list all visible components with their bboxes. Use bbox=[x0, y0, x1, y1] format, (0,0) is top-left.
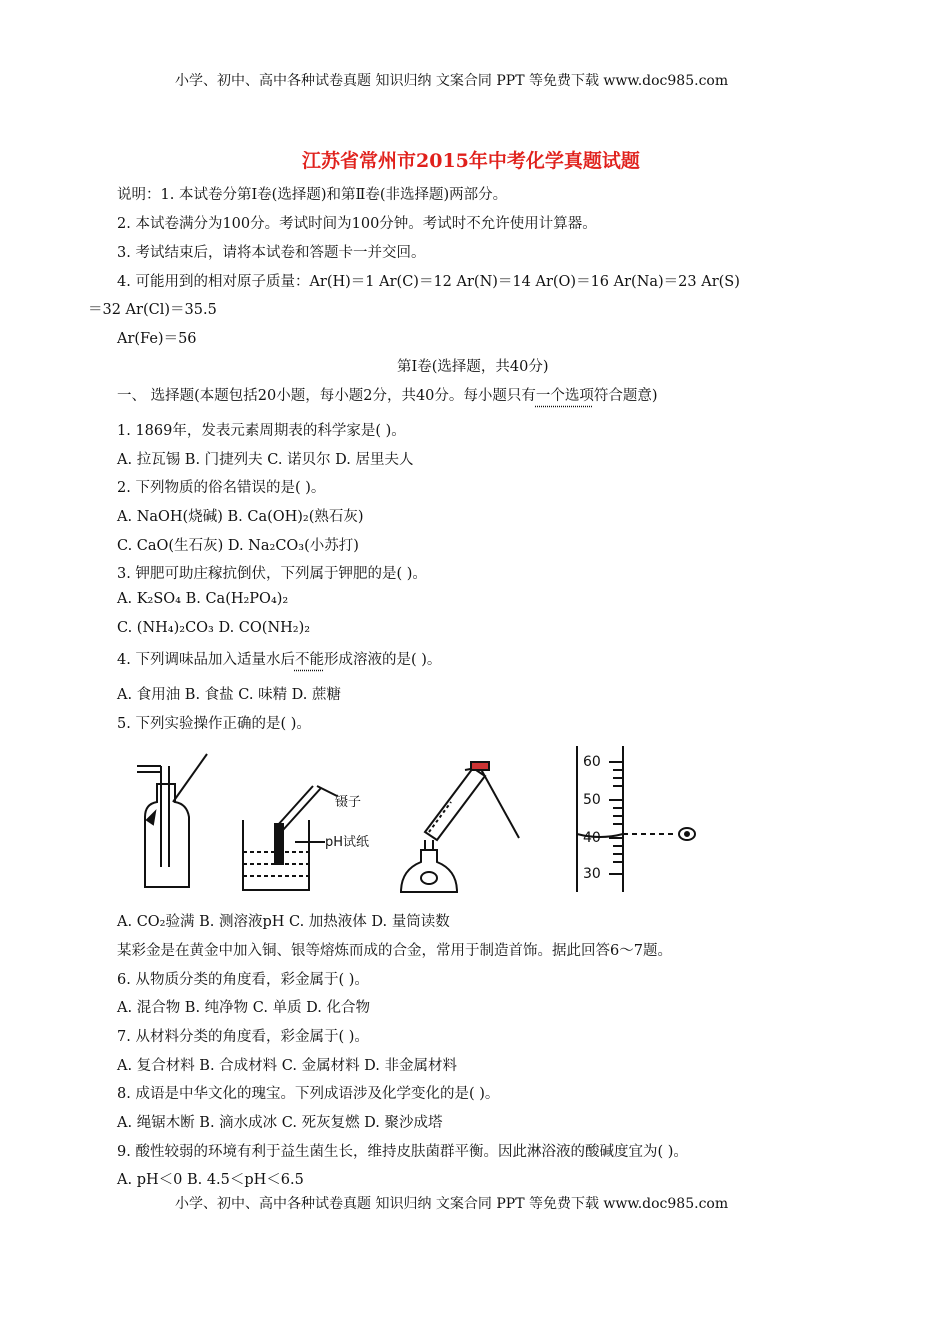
ph-test-illustration bbox=[243, 786, 337, 890]
section-heading: 第Ⅰ卷(选择题，共40分) bbox=[397, 359, 549, 375]
part1-emphasis: 一个选项 bbox=[535, 388, 594, 404]
question-8: 8. 成语是中华文化的瑰宝。下列成语涉及化学变化的是( )。 bbox=[117, 1086, 500, 1102]
question-4-options: A. 食用油 B. 食盐 C. 味精 D. 蔗糖 bbox=[117, 687, 342, 703]
question-9: 9. 酸性较弱的环境有利于益生菌生长，维持皮肤菌群平衡。因此淋浴液的酸碱度宜为( )。 bbox=[117, 1144, 688, 1160]
question-7: 7. 从材料分类的角度看，彩金属于( )。 bbox=[117, 1029, 369, 1045]
experiment-figure bbox=[125, 742, 705, 902]
question-4-prefix: 4. 下列调味品加入适量水后 bbox=[117, 652, 295, 668]
note-4: 4. 可能用到的相对原子质量：Ar(H)＝1 Ar(C)＝12 Ar(N)＝14 Ar(O)＝16 Ar(Na)＝23 Ar(S) bbox=[117, 274, 740, 290]
question-5: 5. 下列实验操作正确的是( )。 bbox=[117, 716, 311, 732]
cylinder-mark-60: 60 bbox=[583, 754, 601, 770]
ph-paper-label: pH试纸 bbox=[325, 835, 370, 850]
question-6: 6. 从物质分类的角度看，彩金属于( )。 bbox=[117, 972, 369, 988]
question-4-suffix: 形成溶液的是( )。 bbox=[323, 652, 442, 668]
note-4-cont2: Ar(Fe)＝56 bbox=[117, 331, 197, 347]
question-1: 1. 1869年，发表元素周期表的科学家是( )。 bbox=[117, 423, 406, 439]
page-header: 小学、初中、高中各种试卷真题 知识归纳 文案合同 PPT 等免费下载 www.doc985.com bbox=[175, 73, 729, 89]
note-2: 2. 本试卷满分为100分。考试时间为100分钟。考试时不允许使用计算器。 bbox=[117, 216, 597, 232]
question-3: 3. 钾肥可助庄稼抗倒伏，下列属于钾肥的是( )。 bbox=[117, 566, 427, 582]
question-7-options: A. 复合材料 B. 合成材料 C. 金属材料 D. 非金属材料 bbox=[117, 1058, 458, 1074]
question-1-options: A. 拉瓦锡 B. 门捷列夫 C. 诺贝尔 D. 居里夫人 bbox=[117, 452, 414, 468]
passage-6-7: 某彩金是在黄金中加入铜、银等熔炼而成的合金，常用于制造首饰。据此回答6～7题。 bbox=[117, 943, 672, 959]
question-2-options-ab: A. NaOH(烧碱) B. Ca(OH)₂(熟石灰) bbox=[117, 509, 364, 525]
cylinder-mark-30: 30 bbox=[583, 866, 601, 882]
cylinder-mark-50: 50 bbox=[583, 792, 601, 808]
heating-liquid-illustration bbox=[401, 762, 519, 892]
page-footer: 小学、初中、高中各种试卷真题 知识归纳 文案合同 PPT 等免费下载 www.doc985.com bbox=[175, 1196, 729, 1212]
page-title: 江苏省常州市2015年中考化学真题试题 bbox=[302, 150, 640, 172]
question-4-emphasis: 不能 bbox=[294, 652, 324, 668]
question-4 bbox=[117, 648, 441, 669]
question-5-options: A. CO₂验满 B. 测溶液pH C. 加热液体 D. 量筒读数 bbox=[117, 914, 450, 930]
question-2: 2. 下列物质的俗名错误的是( )。 bbox=[117, 480, 326, 496]
note-4-cont: ＝32 Ar(Cl)＝35.5 bbox=[88, 302, 217, 318]
tweezers-label: 镊子 bbox=[335, 795, 362, 810]
part1-suffix: 符合题意) bbox=[593, 388, 658, 404]
note-3: 3. 考试结束后，请将本试卷和答题卡一并交回。 bbox=[117, 245, 426, 261]
question-3-options-ab: A. K₂SO₄ B. Ca(H₂PO₄)₂ bbox=[117, 591, 289, 607]
note-1: 说明：1. 本试卷分第Ⅰ卷(选择题)和第Ⅱ卷(非选择题)两部分。 bbox=[117, 187, 508, 203]
cylinder-mark-40: 40 bbox=[583, 830, 601, 846]
question-2-options-cd: C. CaO(生石灰) D. Na₂CO₃(小苏打) bbox=[117, 538, 359, 554]
question-3-options-cd: C. (NH₄)₂CO₃ D. CO(NH₂)₂ bbox=[117, 620, 311, 636]
question-6-options: A. 混合物 B. 纯净物 C. 单质 D. 化合物 bbox=[117, 1000, 371, 1016]
part1-prefix: 一、 选择题(本题包括20小题，每小题2分，共40分。每小题只有 bbox=[117, 388, 536, 404]
question-9-options: A. pH＜0 B. 4.5＜pH＜6.5 bbox=[117, 1172, 304, 1188]
co2-bottle-illustration bbox=[137, 754, 207, 887]
question-8-options: A. 绳锯木断 B. 滴水成冰 C. 死灰复燃 D. 聚沙成塔 bbox=[117, 1115, 443, 1131]
part1-instructions bbox=[117, 384, 658, 405]
